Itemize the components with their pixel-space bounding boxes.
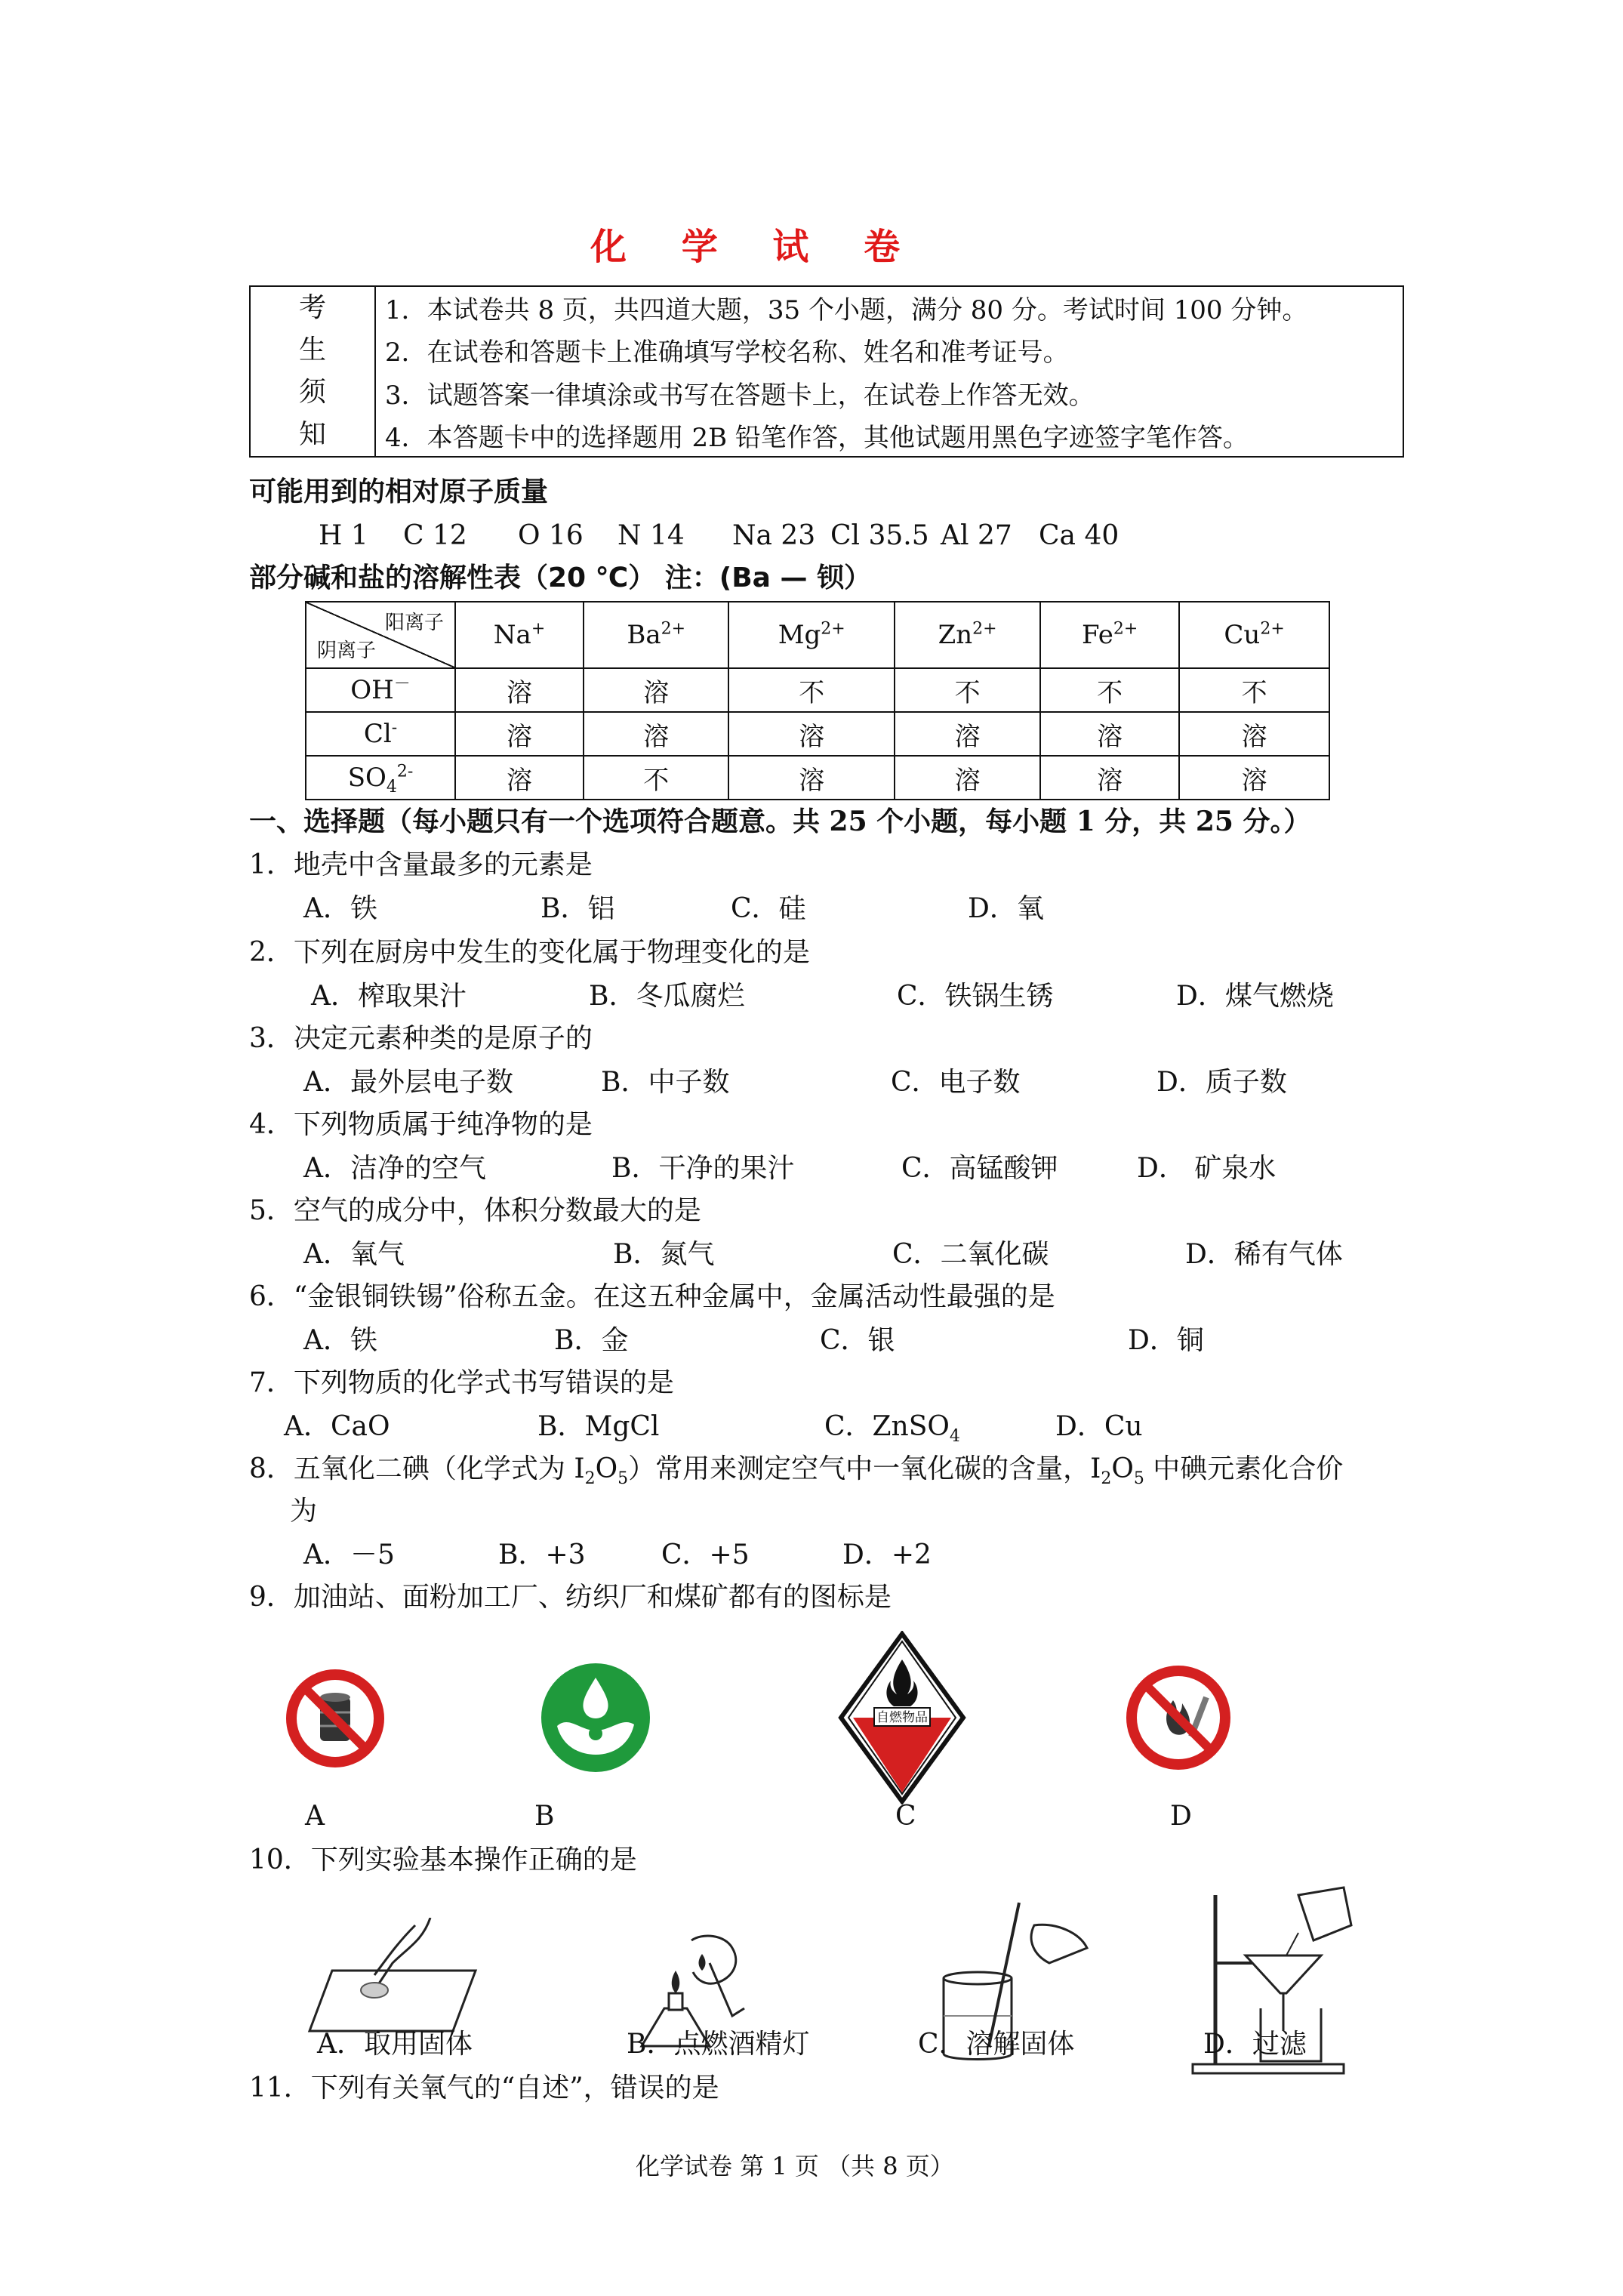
option: A．氧气: [303, 1239, 405, 1270]
spontaneous-combustion-sign-icon: [838, 1631, 966, 1804]
question-stem: 3．决定元素种类的是原子的: [249, 1023, 593, 1054]
question-stem: 1．地壳中含量最多的元素是: [249, 849, 593, 880]
page-title: 化 学 试 卷: [590, 226, 922, 268]
question-stem: 10．下列实验基本操作正确的是: [249, 1845, 637, 1875]
question-stem: 2．下列在厨房中发生的变化属于物理变化的是: [249, 937, 810, 968]
option: C．+5: [661, 1539, 750, 1570]
table-row: [306, 712, 1329, 756]
solubility-cell: 不: [895, 668, 1040, 712]
solubility-cell: 不: [584, 756, 728, 800]
question-stem: 11．下列有关氧气的“自述”，错误的是: [249, 2073, 719, 2103]
atomic-mass-value: H 1: [319, 520, 368, 551]
option: B．干净的果汁: [611, 1153, 795, 1184]
notice-label-char: 考: [298, 292, 326, 323]
table-corner-cell: [306, 602, 455, 668]
table-row: [306, 756, 1329, 800]
option: C．电子数: [891, 1067, 1021, 1098]
option: B．点燃酒精灯: [627, 2029, 810, 2060]
option: D．氧: [968, 893, 1044, 924]
solubility-cell: 溶: [728, 756, 895, 800]
option: A．取用固体: [317, 2029, 473, 2060]
atomic-mass-value: C 12: [403, 520, 467, 551]
cation-header: $Ba^{2+}$: [584, 602, 728, 668]
water-saving-sign-icon: [539, 1661, 652, 1774]
solubility-cell: 溶: [1040, 712, 1179, 756]
solubility-cell: 溶: [895, 756, 1040, 800]
option: D．质子数: [1156, 1067, 1287, 1098]
option: A．洁净的空气: [303, 1153, 486, 1184]
notice-item: 3．试题答案一律填涂或书写在答题卡上，在试卷上作答无效。: [375, 371, 1403, 415]
option: B．中子数: [601, 1067, 730, 1098]
solubility-heading: 部分碱和盐的溶解性表（20 ℃） 注：(Ba — 钡）: [249, 562, 872, 593]
figure-label: C: [895, 1801, 916, 1832]
solubility-cell: 溶: [455, 668, 584, 712]
cation-header: $Cu^{2+}$: [1179, 602, 1329, 668]
solubility-cell: 溶: [584, 712, 728, 756]
option: D．Cu: [1055, 1411, 1143, 1442]
atomic-mass-value: Na 23: [732, 520, 816, 551]
option: D．稀有气体: [1185, 1239, 1343, 1270]
question-stem-continued: 为: [290, 1496, 318, 1527]
notice-label: [250, 286, 375, 457]
option: D．煤气燃烧: [1176, 981, 1334, 1012]
option: C．高锰酸钾: [901, 1153, 1058, 1184]
anion-header: Cl-: [306, 712, 455, 756]
solubility-cell: 溶: [1179, 756, 1329, 800]
option: B．MgCl: [537, 1411, 660, 1442]
solubility-cell: 不: [728, 668, 895, 712]
option: C．银: [820, 1325, 895, 1356]
question-stem: 5．空气的成分中，体积分数最大的是: [249, 1195, 701, 1226]
table-row: [306, 668, 1329, 712]
atomic-mass-value: Ca 40: [1039, 520, 1119, 551]
option: A．CaO: [284, 1411, 390, 1442]
option: B．+3: [498, 1539, 586, 1570]
option: C．溶解固体: [918, 2029, 1075, 2060]
solubility-cell: 溶: [728, 712, 895, 756]
atomic-mass-value: O 16: [518, 520, 584, 551]
sign-c-label: 自燃物品: [876, 1710, 928, 1725]
solubility-cell: 溶: [1179, 712, 1329, 756]
question-stem: 6．“金银铜铁锡”俗称五金。在这五种金属中，金属活动性最强的是: [249, 1281, 1055, 1312]
notice-item: 4．本答题卡中的选择题用 2B 铅笔作答，其他试题用黑色字迹签字笔作答。: [375, 415, 1403, 458]
atomic-mass-value: Cl 35.5: [830, 520, 929, 551]
option: A．最外层电子数: [303, 1067, 513, 1098]
notice-label-char: 知: [298, 419, 326, 450]
option: A．铁: [303, 893, 377, 924]
option: C．硅: [731, 893, 806, 924]
corner-cation-label: 阳离子: [384, 612, 444, 634]
option: D． 矿泉水: [1137, 1153, 1277, 1184]
figure-label: A: [305, 1801, 325, 1832]
cation-header: Na+: [455, 602, 584, 668]
option: B．金: [554, 1325, 629, 1356]
atomic-mass-value: N 14: [617, 520, 685, 551]
option: D．+2: [842, 1539, 932, 1570]
figure-label: D: [1170, 1801, 1192, 1832]
notice-item: 1．本试卷共 8 页，共四道大题，35 个小题，满分 80 分。考试时间 100 分钟。: [375, 286, 1403, 329]
cation-header: $Mg^{2+}$: [728, 602, 895, 668]
no-open-flame-sign-icon: [1122, 1661, 1235, 1774]
solubility-cell: 溶: [455, 712, 584, 756]
anion-header: $SO_4^{2-}$: [306, 756, 455, 800]
atomic-mass-value: Al 27: [941, 520, 1012, 551]
cation-header: $Fe^{2+}$: [1040, 602, 1179, 668]
option: B．氮气: [613, 1239, 715, 1270]
question-stem: 7．下列物质的化学式书写错误的是: [249, 1367, 674, 1398]
option: C．铁锅生锈: [897, 981, 1054, 1012]
question-stem: 9．加油站、面粉加工厂、纺织厂和煤矿都有的图标是: [249, 1582, 892, 1613]
option: D．过滤: [1203, 2029, 1307, 2060]
notice-label-char: 须: [298, 377, 326, 408]
solubility-cell: 溶: [584, 668, 728, 712]
anion-header: OH－: [306, 668, 455, 712]
solubility-cell: 溶: [455, 756, 584, 800]
notice-label-char: 生: [298, 334, 326, 365]
cation-header: $Zn^{2+}$: [895, 602, 1040, 668]
figure-label: B: [534, 1801, 555, 1832]
question-stem: 4．下列物质属于纯净物的是: [249, 1109, 593, 1140]
corner-anion-label: 阴离子: [317, 639, 377, 662]
option: B．铝: [540, 893, 615, 924]
option: C．二氧化碳: [892, 1239, 1049, 1270]
option: A．榨取果汁: [311, 981, 467, 1012]
notice-box: [249, 285, 1404, 458]
solubility-cell: 溶: [1040, 756, 1179, 800]
page-footer: 化学试卷 第 1 页 （共 8 页）: [636, 2152, 954, 2180]
option: B．冬瓜腐烂: [589, 981, 745, 1012]
taking-solid-figure: [302, 1918, 483, 2039]
solubility-table: [305, 601, 1330, 800]
atomic-mass-heading: 可能用到的相对原子质量: [249, 476, 549, 507]
option: C．ZnSO$_4$: [824, 1411, 960, 1447]
option: A．－5: [303, 1539, 395, 1570]
no-oil-drum-sign-icon: [282, 1666, 388, 1771]
section-heading: 一、选择题（每小题只有一个选项符合题意。共 25 个小题，每小题 1 分，共 25 分。）: [249, 806, 1311, 837]
option: D．铜: [1128, 1325, 1204, 1356]
solubility-cell: 不: [1040, 668, 1179, 712]
solubility-cell: 溶: [895, 712, 1040, 756]
question-stem: 8．五氧化二碘（化学式为 $I_2O_5$）常用来测定空气中一氧化碳的含量，$I_2O_5$ 中碘元素化合价: [249, 1453, 1344, 1489]
option: A．铁: [303, 1325, 377, 1356]
solubility-cell: 不: [1179, 668, 1329, 712]
notice-item: 2．在试卷和答题卡上准确填写学校名称、姓名和准考证号。: [375, 329, 1403, 372]
